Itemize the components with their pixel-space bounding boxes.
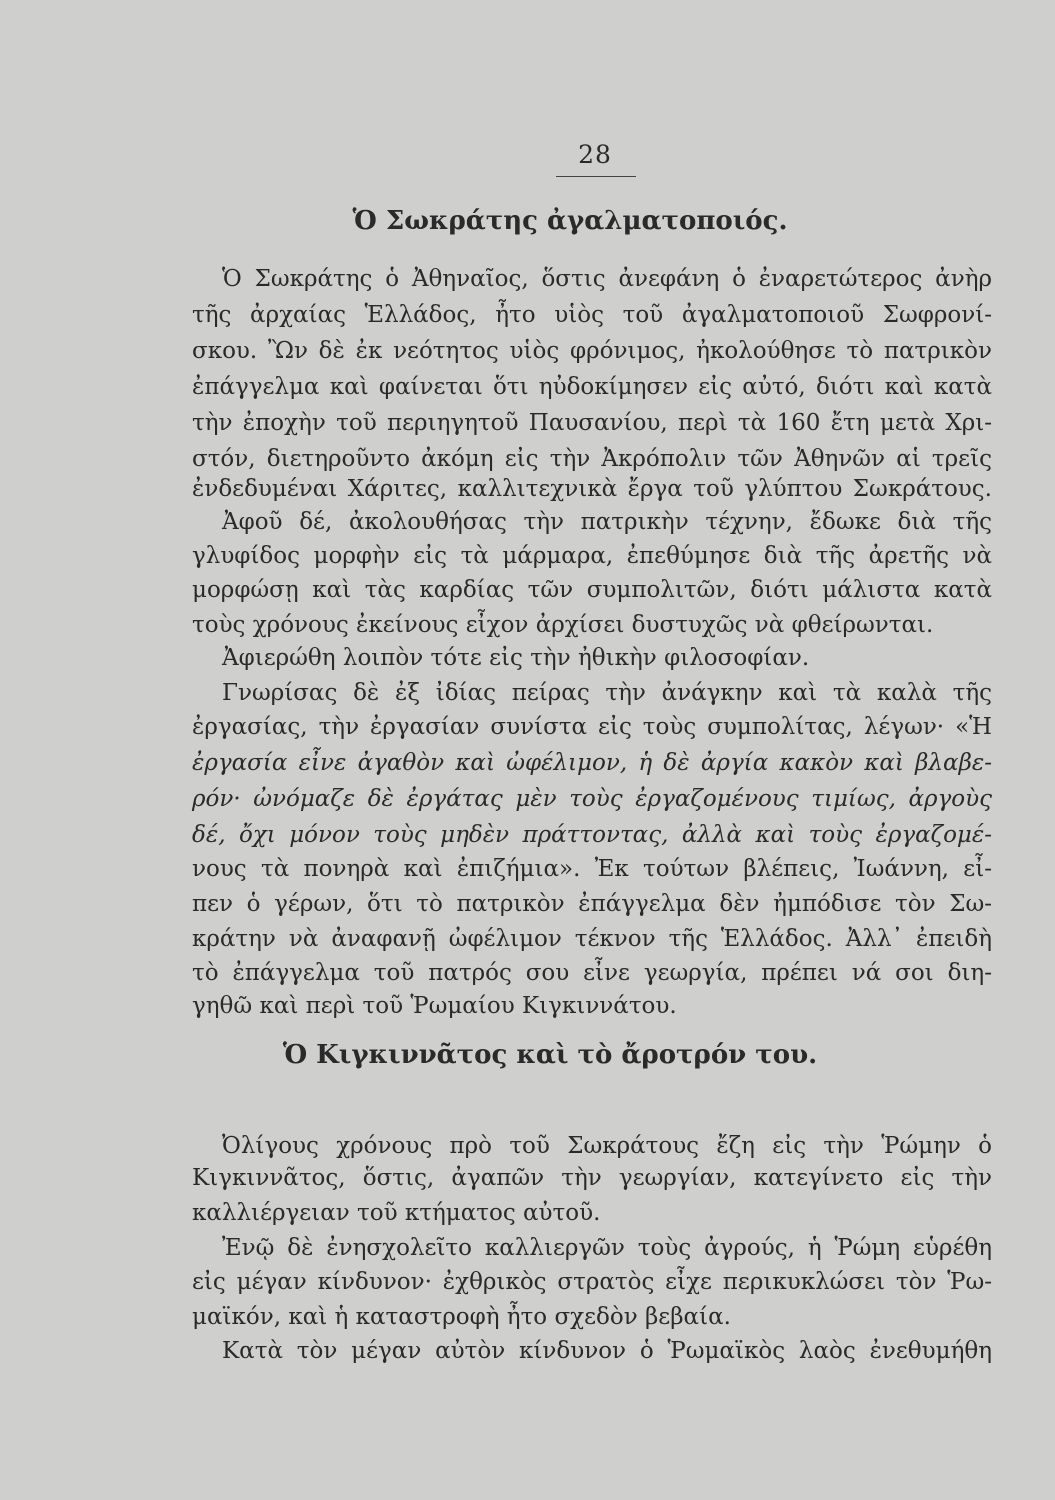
text-line: μαϊκόν, καὶ ἡ καταστροφὴ ἦτο σχεδὸν βεβαία. [192, 1304, 731, 1330]
page-number: 28 [578, 140, 612, 169]
text-line: πεν ὁ γέρων, ὅτι τὸ πατρικὸν ἐπάγγελμα δὲν ἠμπόδισε τὸν Σω- [192, 891, 992, 917]
text-line: καλλιέργειαν τοῦ κτήματος αὐτοῦ. [192, 1200, 601, 1226]
text-line: ρόν· ὠνόμαζε δὲ ἐργάτας μὲν τοὺς ἐργαζομένους τιμίως, ἀργοὺς [192, 786, 992, 812]
text-line: Κιγκιννᾶτος, ὅστις, ἀγαπῶν τὴν γεωργίαν, κατεγίνετο εἰς τὴν [192, 1165, 992, 1191]
text-line: Κατὰ τὸν μέγαν αὐτὸν κίνδυνον ὁ Ῥωμαϊκὸς λαὸς ἐνεθυμήθη [222, 1338, 992, 1364]
text-line: ἐπάγγελμα καὶ φαίνεται ὅτι ηὐδοκίμησεν εἰς αὐτό, διότι καὶ κατὰ [192, 374, 992, 400]
text-line: γλυφίδος μορφὴν εἰς τὰ μάρμαρα, ἐπεθύμησε διὰ τῆς ἀρετῆς νὰ [192, 543, 992, 569]
text-line: κράτην νὰ ἀναφανῇ ὠφέλιμον τέκνον τῆς Ἑλλάδος. Ἀλλ᾽ ἐπειδὴ [192, 926, 992, 952]
text-line: Ἀφοῦ δέ, ἀκολουθήσας τὴν πατρικὴν τέχνην, ἔδωκε διὰ τῆς [222, 509, 992, 535]
text-line: τῆς ἀρχαίας Ἑλλάδος, ἦτο υἱὸς τοῦ ἀγαλματοποιοῦ Σωφρονί- [192, 302, 992, 328]
text-line: στόν, διετηροῦντο ἀκόμη εἰς τὴν Ἀκρόπολιν τῶν Ἀθηνῶν αἱ τρεῖς [192, 446, 992, 472]
text-line: τοὺς χρόνους ἐκείνους εἶχον ἀρχίσει δυστυχῶς νὰ φθείρωνται. [192, 612, 934, 638]
text-line: Ὁ Σωκράτης ὁ Ἀθηναῖος, ὅστις ἀνεφάνη ὁ ἐναρετώτερος ἀνὴρ [222, 266, 992, 292]
section-heading-socrates: Ὁ Σωκράτης ἀγαλματοποιός. [352, 206, 788, 236]
text-line: νους τὰ πονηρὰ καὶ ἐπιζήμια». Ἐκ τούτων βλέπεις, Ἰωάννη, εἶ- [192, 856, 992, 882]
text-line: τὴν ἐποχὴν τοῦ περιηγητοῦ Παυσανίου, περὶ τὰ 160 ἔτη μετὰ Χρι- [192, 410, 992, 436]
text-line: τὸ ἐπάγγελμα τοῦ πατρός σου εἶνε γεωργία, πρέπει νά σοι διη- [192, 960, 992, 986]
text-line: δέ, ὄχι μόνον τοὺς μηδὲν πράττοντας, ἀλλὰ καὶ τοὺς ἐργαζομέ- [192, 822, 992, 848]
page-number-rule [556, 176, 636, 177]
section-heading-cincinnatus: Ὁ Κιγκιννᾶτος καὶ τὸ ἄροτρόν του. [282, 1040, 818, 1070]
text-line: ἐργασίας, τὴν ἐργασίαν συνίστα εἰς τοὺς συμπολίτας, λέγων· «Ἡ [192, 714, 992, 740]
text-line: εἰς μέγαν κίνδυνον· ἐχθρικὸς στρατὸς εἶχε περικυκλώσει τὸν Ῥω- [192, 1269, 992, 1295]
text-line: Ὀλίγους χρόνους πρὸ τοῦ Σωκράτους ἔζη εἰς τὴν Ῥώμην ὁ [222, 1133, 992, 1159]
text-line: ἐργασία εἶνε ἀγαθὸν καὶ ὠφέλιμον, ἡ δὲ ἀργία κακὸν καὶ βλαβε- [192, 750, 992, 776]
text-line: Ἐνῷ δὲ ἐνησχολεῖτο καλλιεργῶν τοὺς ἀγρούς, ἡ Ῥώμη εὑρέθη [222, 1235, 992, 1261]
text-line: Ἀφιερώθη λοιπὸν τότε εἰς τὴν ἠθικὴν φιλοσοφίαν. [222, 645, 810, 671]
text-line: Γνωρίσας δὲ ἐξ ἰδίας πείρας τὴν ἀνάγκην καὶ τὰ καλὰ τῆς [222, 680, 992, 706]
text-line: γηθῶ καὶ περὶ τοῦ Ῥωμαίου Κιγκιννάτου. [192, 993, 677, 1019]
text-line: σκου. Ὢν δὲ ἐκ νεότητος υἱὸς φρόνιμος, ἠκολούθησε τὸ πατρικὸν [192, 338, 992, 364]
text-line: μορφώσῃ καὶ τὰς καρδίας τῶν συμπολιτῶν, διότι μάλιστα κατὰ [192, 577, 992, 603]
text-line: ἐνδεδυμέναι Χάριτες, καλλιτεχνικὰ ἔργα τοῦ γλύπτου Σωκράτους. [192, 476, 992, 502]
